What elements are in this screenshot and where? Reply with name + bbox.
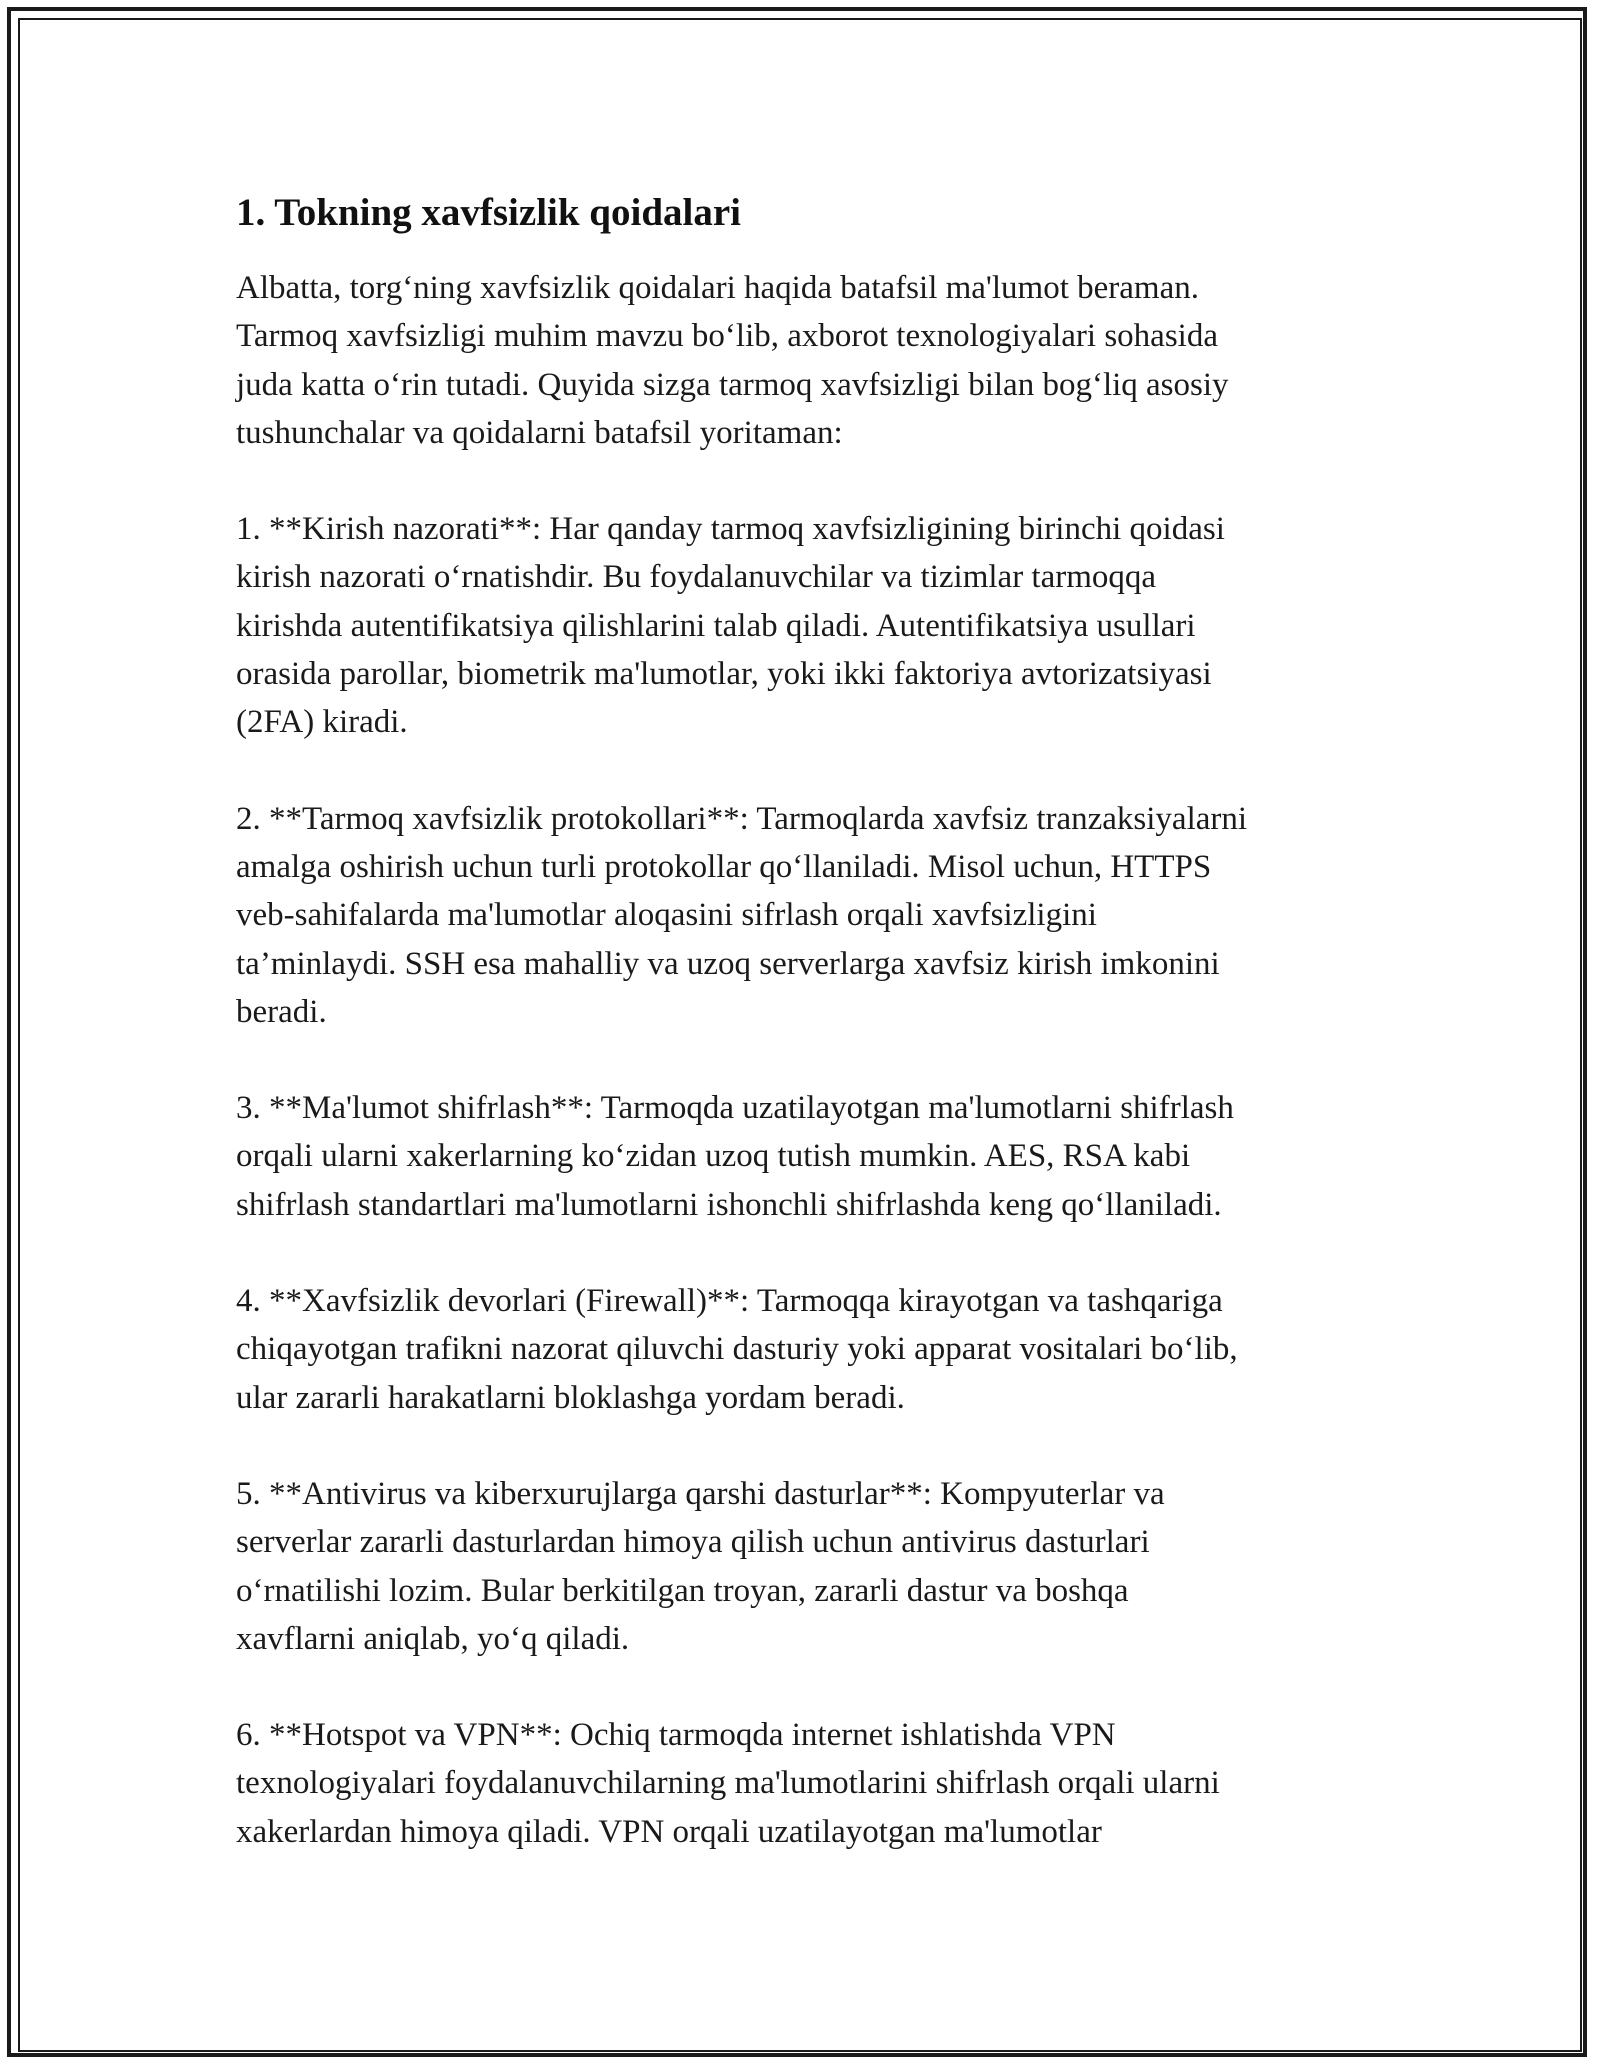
- document-body: [236, 186, 1386, 1904]
- paragraph-antivirus: 5. **Antivirus va kiberxurujlarga qarshi dasturlar**: Kompyuterlar va serverlar zararli dasturlardan himoya qilish uchun antivirus dasturlari o‘rnatilishi lozim. Bular berkitilgan troyan, zararli dastur va boshqa xavflarni aniqlab, yo‘q qiladi.: [236, 1475, 1165, 1657]
- paragraph-security-protocols: 2. **Tarmoq xavfsizlik protokollari**: Tarmoqlarda xavfsiz tranzaksiyalarni amalga oshirish uchun turli protokollar qo‘llaniladi. Misol uchun, HTTPS veb-sahifalarda ma'lumotlar aloqasini sifrlash orqali xavfsizligini ta’minlaydi. SSH esa mahalliy va uzoq serverlarga xavfsiz kirish imkonini beradi.: [236, 800, 1248, 1030]
- paragraph-firewall: 4. **Xavfsizlik devorlari (Firewall)**: Tarmoqqa kirayotgan va tashqariga chiqayotgan trafikni nazorat qiluvchi dasturiy yoki apparat vositalari bo‘lib, ular zararli harakatlarni bloklashga yordam beradi.: [236, 1283, 1238, 1416]
- intro-paragraph: Albatta, torg‘ning xavfsizlik qoidalari haqida batafsil ma'lumot beraman. Tarmoq xavfsizligi muhim mavzu bo‘lib, axborot texnologiyalari sohasida juda katta o‘rin tutadi. Quyida sizga tarmoq xavfsizligi bilan bog‘liq asosiy tushunchalar va qoidalarni batafsil yoritaman:: [236, 270, 1229, 451]
- paragraph-data-encryption: 3. **Ma'lumot shifrlash**: Tarmoqda uzatilayotgan ma'lumotlarni shifrlash orqali ularni xakerlarning ko‘zidan uzoq tutish mumkin. AES, RSA kabi shifrlash standartlari ma'lumotlarni ishonchli shifrlashda keng qo‘llaniladi.: [236, 1090, 1234, 1223]
- paragraph-access-control: 1. **Kirish nazorati**: Har qanday tarmoq xavfsizligining birinchi qoidasi kirish nazorati o‘rnatishdir. Bu foydalanuvchilar va tizimlar tarmoqqa kirishda autentifikatsiya qilishlarini talab qiladi. Autentifikatsiya usullari orasida parollar, biometrik ma'lumotlar, yoki ikki faktoriya avtorizatsiyasi (2FA) kiradi.: [236, 511, 1225, 741]
- paragraph-hotspot-vpn: 6. **Hotspot va VPN**: Ochiq tarmoqda internet ishlatishda VPN texnologiyalari foydalanuvchilarning ma'lumotlarini shifrlash orqali ularni xakerlardan himoya qiladi. VPN orqali uzatilayotgan ma'lumotlar: [236, 1717, 1220, 1850]
- document-title: 1. Tokning xavfsizlik qoidalari: [236, 191, 742, 234]
